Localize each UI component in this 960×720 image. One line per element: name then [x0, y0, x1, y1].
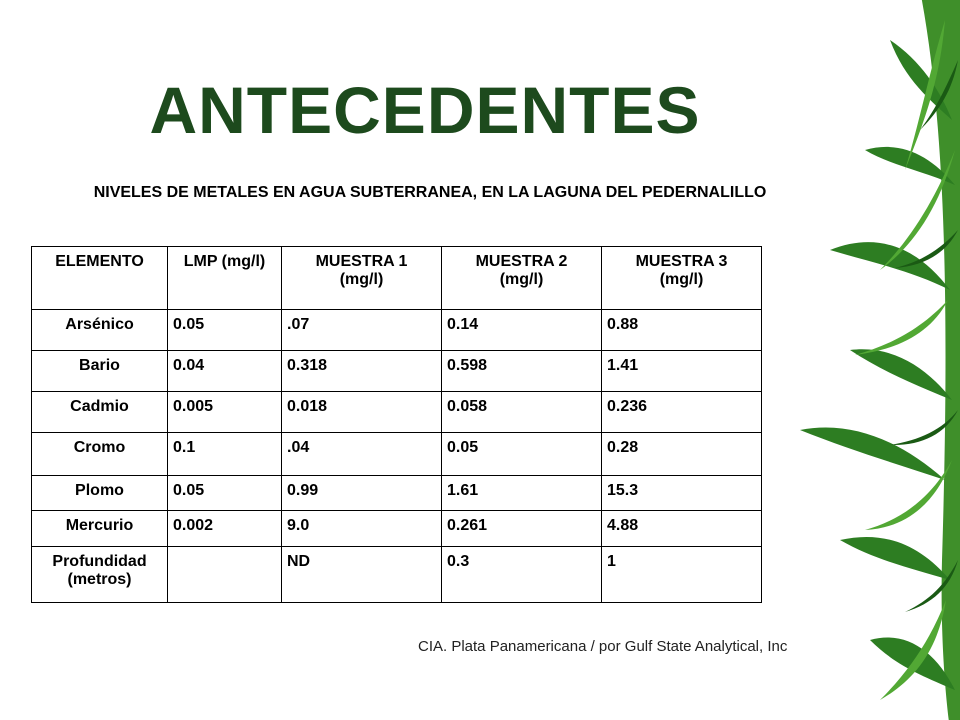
cell-element: Arsénico [32, 310, 168, 351]
header-muestra-3: MUESTRA 3 (mg/l) [602, 247, 762, 310]
cell-muestra-3: 0.236 [602, 392, 762, 433]
cell-lmp: 0.04 [168, 351, 282, 392]
cell-lmp: 0.1 [168, 433, 282, 476]
cell-muestra-1: .04 [282, 433, 442, 476]
source-note: CIA. Plata Panamericana / por Gulf State Analytical, Inc [418, 638, 788, 655]
table-row [32, 433, 762, 476]
cell-muestra-2: 0.3 [442, 547, 602, 603]
table-header-row [32, 247, 762, 310]
table-row [32, 547, 762, 603]
cell-muestra-1: 9.0 [282, 511, 442, 547]
cell-lmp: 0.002 [168, 511, 282, 547]
cell-muestra-1: ND [282, 547, 442, 603]
cell-muestra-3: 4.88 [602, 511, 762, 547]
cell-lmp [168, 547, 282, 603]
cell-muestra-2: 1.61 [442, 476, 602, 511]
cell-muestra-3: 0.88 [602, 310, 762, 351]
table-subtitle: NIVELES DE METALES EN AGUA SUBTERRANEA, EN LA LAGUNA DEL PEDERNALILLO [93, 184, 767, 201]
cell-muestra-1: 0.99 [282, 476, 442, 511]
cell-muestra-1: .07 [282, 310, 442, 351]
header-muestra-2: MUESTRA 2 (mg/l) [442, 247, 602, 310]
cell-element: Cadmio [32, 392, 168, 433]
cell-muestra-2: 0.058 [442, 392, 602, 433]
page-title: ANTECEDENTES [149, 73, 701, 147]
cell-muestra-1: 0.018 [282, 392, 442, 433]
cell-lmp: 0.005 [168, 392, 282, 433]
table-row [32, 476, 762, 511]
cell-muestra-3: 15.3 [602, 476, 762, 511]
header-muestra-1: MUESTRA 1 (mg/l) [282, 247, 442, 310]
cell-element: Plomo [32, 476, 168, 511]
cell-muestra-2: 0.261 [442, 511, 602, 547]
header-lmp: LMP (mg/l) [168, 247, 282, 310]
cell-element: Profundidad (metros) [32, 547, 168, 603]
cell-muestra-3: 1 [602, 547, 762, 603]
cell-muestra-2: 0.14 [442, 310, 602, 351]
table-row [32, 511, 762, 547]
cell-element: Mercurio [32, 511, 168, 547]
cell-muestra-2: 0.05 [442, 433, 602, 476]
cell-element: Bario [32, 351, 168, 392]
cell-muestra-3: 1.41 [602, 351, 762, 392]
cell-lmp: 0.05 [168, 476, 282, 511]
cell-muestra-3: 0.28 [602, 433, 762, 476]
table-row [32, 351, 762, 392]
table-row [32, 392, 762, 433]
cell-muestra-2: 0.598 [442, 351, 602, 392]
metals-table [31, 246, 762, 603]
cell-muestra-1: 0.318 [282, 351, 442, 392]
table-row [32, 310, 762, 351]
header-elemento: ELEMENTO [32, 247, 168, 310]
cell-lmp: 0.05 [168, 310, 282, 351]
cell-element: Cromo [32, 433, 168, 476]
